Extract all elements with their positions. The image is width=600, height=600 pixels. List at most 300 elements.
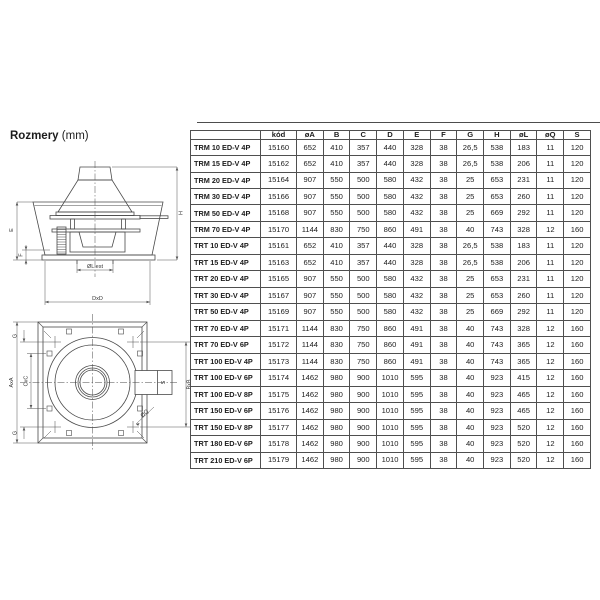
value-cell: 500 (350, 287, 377, 303)
value-cell: 160 (564, 337, 591, 353)
value-cell: 980 (323, 403, 350, 419)
value-cell: 907 (297, 172, 324, 188)
dim-label-e: E (9, 228, 15, 232)
dimensions-drawing (0, 130, 200, 460)
value-cell: 1010 (377, 370, 404, 386)
value-cell: 25 (457, 304, 484, 320)
value-cell: 15161 (261, 238, 297, 254)
value-cell: 15169 (261, 304, 297, 320)
value-cell: 11 (537, 238, 564, 254)
table-row (191, 254, 591, 270)
table-header-row (191, 131, 591, 140)
value-cell: 750 (350, 320, 377, 336)
value-cell: 231 (510, 172, 537, 188)
value-cell: 743 (484, 337, 511, 353)
top-view (20, 314, 179, 451)
value-cell: 653 (484, 172, 511, 188)
value-cell: 40 (457, 452, 484, 469)
value-cell: 500 (350, 271, 377, 287)
dim-label-axa: AxA (9, 377, 15, 388)
value-cell: 550 (323, 304, 350, 320)
value-cell: 26,5 (457, 139, 484, 155)
value-cell: 120 (564, 304, 591, 320)
value-cell: 160 (564, 419, 591, 435)
value-cell: 120 (564, 287, 591, 303)
value-cell: 12 (537, 419, 564, 435)
table-row (191, 436, 591, 452)
value-cell: 120 (564, 254, 591, 270)
value-cell: 432 (403, 271, 430, 287)
value-cell: 907 (297, 304, 324, 320)
value-cell: 923 (484, 370, 511, 386)
value-cell: 11 (537, 304, 564, 320)
table-row (191, 221, 591, 237)
value-cell: 292 (510, 205, 537, 221)
value-cell: 160 (564, 370, 591, 386)
value-cell: 465 (510, 403, 537, 419)
value-cell: 38 (430, 320, 457, 336)
value-cell: 491 (403, 320, 430, 336)
value-cell: 11 (537, 205, 564, 221)
model-column-header (191, 131, 261, 140)
value-cell: 328 (403, 254, 430, 270)
value-cell: 669 (484, 304, 511, 320)
value-cell: 40 (457, 221, 484, 237)
column-header: øQ (537, 131, 564, 140)
value-cell: 432 (403, 189, 430, 205)
value-cell: 743 (484, 221, 511, 237)
value-cell: 38 (430, 139, 457, 155)
value-cell: 580 (377, 205, 404, 221)
value-cell: 11 (537, 254, 564, 270)
value-cell: 183 (510, 238, 537, 254)
value-cell: 15178 (261, 436, 297, 452)
table-row (191, 403, 591, 419)
value-cell: 15166 (261, 189, 297, 205)
table-row (191, 139, 591, 155)
column-header: C (350, 131, 377, 140)
value-cell: 328 (403, 139, 430, 155)
value-cell: 860 (377, 337, 404, 353)
value-cell: 432 (403, 304, 430, 320)
value-cell: 743 (484, 320, 511, 336)
dim-label-l: ØL est (87, 264, 103, 270)
value-cell: 923 (484, 436, 511, 452)
table-row (191, 172, 591, 188)
table-body (191, 139, 591, 468)
value-cell: 38 (430, 156, 457, 172)
value-cell: 1010 (377, 386, 404, 402)
value-cell: 40 (457, 353, 484, 369)
value-cell: 38 (430, 189, 457, 205)
value-cell: 550 (323, 205, 350, 221)
value-cell: 1462 (297, 370, 324, 386)
value-cell: 38 (430, 452, 457, 469)
value-cell: 750 (350, 221, 377, 237)
value-cell: 580 (377, 172, 404, 188)
value-cell: 15172 (261, 337, 297, 353)
value-cell: 26,5 (457, 156, 484, 172)
value-cell: 860 (377, 221, 404, 237)
value-cell: 120 (564, 172, 591, 188)
value-cell: 38 (430, 337, 457, 353)
value-cell: 183 (510, 139, 537, 155)
model-cell: TRM 10 ED-V 4P (191, 139, 261, 155)
model-cell: TRT 150 ED-V 6P (191, 403, 261, 419)
value-cell: 12 (537, 320, 564, 336)
model-cell: TRM 70 ED-V 4P (191, 221, 261, 237)
value-cell: 980 (323, 370, 350, 386)
value-cell: 538 (484, 238, 511, 254)
value-cell: 440 (377, 238, 404, 254)
table-row (191, 189, 591, 205)
value-cell: 160 (564, 353, 591, 369)
table-row (191, 320, 591, 336)
value-cell: 830 (323, 320, 350, 336)
table-row (191, 353, 591, 369)
table-row (191, 452, 591, 469)
value-cell: 160 (564, 221, 591, 237)
value-cell: 900 (350, 452, 377, 469)
value-cell: 830 (323, 221, 350, 237)
value-cell: 432 (403, 205, 430, 221)
value-cell: 550 (323, 172, 350, 188)
table-row (191, 205, 591, 221)
value-cell: 38 (430, 271, 457, 287)
dim-label-cxc: CxC (23, 375, 30, 387)
table-row (191, 419, 591, 435)
table-row (191, 156, 591, 172)
model-cell: TRM 15 ED-V 4P (191, 156, 261, 172)
value-cell: 980 (323, 419, 350, 435)
value-cell: 907 (297, 205, 324, 221)
value-cell: 1144 (297, 337, 324, 353)
value-cell: 40 (457, 403, 484, 419)
value-cell: 980 (323, 436, 350, 452)
dim-label-g-top: G (12, 333, 19, 339)
value-cell: 500 (350, 304, 377, 320)
value-cell: 40 (457, 337, 484, 353)
model-cell: TRT 20 ED-V 4P (191, 271, 261, 287)
value-cell: 328 (403, 238, 430, 254)
value-cell: 652 (297, 156, 324, 172)
value-cell: 160 (564, 452, 591, 469)
value-cell: 900 (350, 370, 377, 386)
value-cell: 1010 (377, 419, 404, 435)
value-cell: 38 (430, 403, 457, 419)
value-cell: 15168 (261, 205, 297, 221)
value-cell: 1462 (297, 452, 324, 469)
value-cell: 538 (484, 156, 511, 172)
value-cell: 11 (537, 172, 564, 188)
page-title-unit: (mm) (61, 130, 89, 142)
model-cell: TRT 180 ED-V 6P (191, 436, 261, 452)
value-cell: 595 (403, 403, 430, 419)
value-cell: 120 (564, 139, 591, 155)
value-cell: 410 (323, 139, 350, 155)
value-cell: 491 (403, 221, 430, 237)
table-row (191, 238, 591, 254)
value-cell: 1462 (297, 403, 324, 419)
side-view (33, 161, 168, 277)
value-cell: 160 (564, 386, 591, 402)
value-cell: 907 (297, 287, 324, 303)
value-cell: 580 (377, 304, 404, 320)
value-cell: 1144 (297, 221, 324, 237)
dim-label-g-bottom: G (12, 430, 19, 436)
value-cell: 25 (457, 189, 484, 205)
value-cell: 15174 (261, 370, 297, 386)
value-cell: 365 (510, 353, 537, 369)
value-cell: 653 (484, 287, 511, 303)
value-cell: 15162 (261, 156, 297, 172)
value-cell: 750 (350, 353, 377, 369)
page-title-main: Rozmery (10, 130, 59, 142)
dim-label-h: H (178, 211, 185, 215)
value-cell: 38 (430, 370, 457, 386)
value-cell: 491 (403, 337, 430, 353)
value-cell: 25 (457, 287, 484, 303)
dimensions-table (190, 130, 591, 469)
dim-label-s: S (161, 380, 167, 385)
value-cell: 231 (510, 271, 537, 287)
column-header: øL (510, 131, 537, 140)
dim-label-bxb: BxB (186, 379, 193, 390)
value-cell: 15175 (261, 386, 297, 402)
value-cell: 40 (457, 419, 484, 435)
value-cell: 260 (510, 189, 537, 205)
value-cell: 520 (510, 436, 537, 452)
terminal-strip (57, 227, 66, 254)
value-cell: 440 (377, 254, 404, 270)
value-cell: 11 (537, 139, 564, 155)
value-cell: 653 (484, 189, 511, 205)
value-cell: 491 (403, 353, 430, 369)
value-cell: 38 (430, 287, 457, 303)
column-header: øA (297, 131, 324, 140)
value-cell: 38 (430, 238, 457, 254)
value-cell: 38 (430, 419, 457, 435)
model-cell: TRT 30 ED-V 4P (191, 287, 261, 303)
value-cell: 907 (297, 189, 324, 205)
model-cell: TRT 15 ED-V 4P (191, 254, 261, 270)
dim-label-dxd: DxD (92, 296, 103, 302)
value-cell: 365 (510, 337, 537, 353)
column-header: D (377, 131, 404, 140)
model-cell: TRM 50 ED-V 4P (191, 205, 261, 221)
value-cell: 15164 (261, 172, 297, 188)
value-cell: 15173 (261, 353, 297, 369)
value-cell: 595 (403, 370, 430, 386)
column-header: B (323, 131, 350, 140)
value-cell: 652 (297, 139, 324, 155)
value-cell: 357 (350, 139, 377, 155)
value-cell: 328 (403, 156, 430, 172)
value-cell: 520 (510, 419, 537, 435)
value-cell: 440 (377, 139, 404, 155)
value-cell: 900 (350, 386, 377, 402)
value-cell: 465 (510, 386, 537, 402)
value-cell: 120 (564, 271, 591, 287)
value-cell: 11 (537, 189, 564, 205)
value-cell: 500 (350, 172, 377, 188)
table-row (191, 337, 591, 353)
value-cell: 12 (537, 337, 564, 353)
value-cell: 328 (510, 221, 537, 237)
value-cell: 40 (457, 320, 484, 336)
value-cell: 120 (564, 189, 591, 205)
value-cell: 520 (510, 452, 537, 469)
value-cell: 15170 (261, 221, 297, 237)
value-cell: 12 (537, 386, 564, 402)
value-cell: 38 (430, 205, 457, 221)
value-cell: 830 (323, 353, 350, 369)
value-cell: 410 (323, 254, 350, 270)
value-cell: 25 (457, 205, 484, 221)
value-cell: 1462 (297, 436, 324, 452)
value-cell: 595 (403, 436, 430, 452)
value-cell: 357 (350, 238, 377, 254)
model-cell: TRT 100 ED-V 4P (191, 353, 261, 369)
value-cell: 160 (564, 436, 591, 452)
value-cell: 38 (430, 436, 457, 452)
side-view-arrowheads (16, 167, 179, 303)
section-divider (197, 122, 600, 123)
value-cell: 206 (510, 254, 537, 270)
value-cell: 595 (403, 452, 430, 469)
value-cell: 538 (484, 254, 511, 270)
value-cell: 15167 (261, 287, 297, 303)
table-row (191, 271, 591, 287)
value-cell: 12 (537, 353, 564, 369)
value-cell: 25 (457, 172, 484, 188)
value-cell: 907 (297, 271, 324, 287)
value-cell: 12 (537, 436, 564, 452)
value-cell: 357 (350, 156, 377, 172)
value-cell: 40 (457, 436, 484, 452)
value-cell: 440 (377, 156, 404, 172)
value-cell: 38 (430, 221, 457, 237)
value-cell: 15160 (261, 139, 297, 155)
value-cell: 357 (350, 254, 377, 270)
column-header: H (484, 131, 511, 140)
value-cell: 595 (403, 419, 430, 435)
value-cell: 15179 (261, 452, 297, 469)
value-cell: 550 (323, 271, 350, 287)
value-cell: 206 (510, 156, 537, 172)
table-row (191, 370, 591, 386)
value-cell: 652 (297, 238, 324, 254)
column-header: F (430, 131, 457, 140)
column-header: kód (261, 131, 297, 140)
value-cell: 580 (377, 189, 404, 205)
table-row (191, 287, 591, 303)
value-cell: 15177 (261, 419, 297, 435)
value-cell: 415 (510, 370, 537, 386)
value-cell: 120 (564, 205, 591, 221)
value-cell: 900 (350, 436, 377, 452)
value-cell: 652 (297, 254, 324, 270)
value-cell: 500 (350, 205, 377, 221)
value-cell: 900 (350, 403, 377, 419)
value-cell: 830 (323, 337, 350, 353)
model-cell: TRT 210 ED-V 6P (191, 452, 261, 469)
model-cell: TRT 50 ED-V 4P (191, 304, 261, 320)
value-cell: 12 (537, 403, 564, 419)
value-cell: 292 (510, 304, 537, 320)
value-cell: 12 (537, 370, 564, 386)
value-cell: 12 (537, 452, 564, 469)
value-cell: 580 (377, 271, 404, 287)
value-cell: 743 (484, 353, 511, 369)
dim-label-oq: ØQ (139, 408, 151, 419)
value-cell: 26,5 (457, 254, 484, 270)
value-cell: 1010 (377, 452, 404, 469)
value-cell: 11 (537, 156, 564, 172)
value-cell: 38 (430, 304, 457, 320)
value-cell: 15171 (261, 320, 297, 336)
table-row (191, 304, 591, 320)
value-cell: 11 (537, 271, 564, 287)
value-cell: 40 (457, 370, 484, 386)
value-cell: 120 (564, 156, 591, 172)
model-cell: TRT 100 ED-V 8P (191, 386, 261, 402)
value-cell: 923 (484, 403, 511, 419)
value-cell: 980 (323, 386, 350, 402)
value-cell: 26,5 (457, 238, 484, 254)
model-cell: TRT 150 ED-V 8P (191, 419, 261, 435)
value-cell: 160 (564, 403, 591, 419)
value-cell: 260 (510, 287, 537, 303)
value-cell: 1462 (297, 419, 324, 435)
value-cell: 653 (484, 271, 511, 287)
model-cell: TRM 30 ED-V 4P (191, 189, 261, 205)
column-header: S (564, 131, 591, 140)
value-cell: 900 (350, 419, 377, 435)
value-cell: 15176 (261, 403, 297, 419)
value-cell: 25 (457, 271, 484, 287)
value-cell: 1010 (377, 436, 404, 452)
value-cell: 432 (403, 287, 430, 303)
model-cell: TRT 100 ED-V 6P (191, 370, 261, 386)
value-cell: 595 (403, 386, 430, 402)
model-cell: TRM 20 ED-V 4P (191, 172, 261, 188)
value-cell: 38 (430, 254, 457, 270)
value-cell: 38 (430, 386, 457, 402)
value-cell: 550 (323, 287, 350, 303)
value-cell: 750 (350, 337, 377, 353)
value-cell: 160 (564, 320, 591, 336)
value-cell: 11 (537, 287, 564, 303)
value-cell: 860 (377, 320, 404, 336)
value-cell: 410 (323, 156, 350, 172)
table-row (191, 386, 591, 402)
value-cell: 923 (484, 386, 511, 402)
value-cell: 15163 (261, 254, 297, 270)
value-cell: 500 (350, 189, 377, 205)
value-cell: 38 (430, 353, 457, 369)
base-plate (42, 255, 155, 260)
value-cell: 12 (537, 221, 564, 237)
value-cell: 1462 (297, 386, 324, 402)
value-cell: 1010 (377, 403, 404, 419)
model-cell: TRT 10 ED-V 4P (191, 238, 261, 254)
value-cell: 15165 (261, 271, 297, 287)
model-cell: TRT 70 ED-V 4P (191, 320, 261, 336)
value-cell: 669 (484, 205, 511, 221)
value-cell: 328 (510, 320, 537, 336)
model-cell: TRT 70 ED-V 6P (191, 337, 261, 353)
